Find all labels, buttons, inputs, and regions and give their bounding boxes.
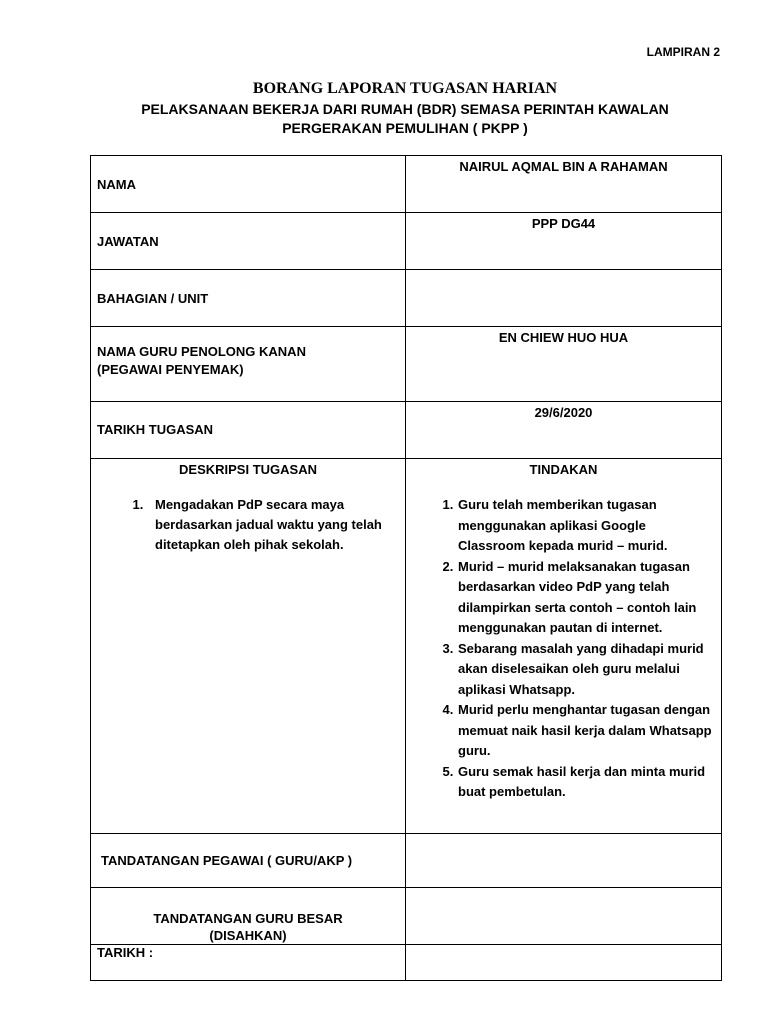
deskripsi-list — [91, 495, 405, 555]
tarikh-label-cell — [91, 402, 406, 459]
tarikh-final-field[interactable] — [406, 945, 722, 981]
tindakan-list — [406, 495, 721, 803]
nama-value[interactable]: NAIRUL AQMAL BIN A RAHAMAN — [406, 156, 722, 213]
bahagian-label: BAHAGIAN / UNIT — [91, 270, 406, 327]
tindakan-item: 3. Sebarang masalah yang dihadapi murid akan diselesaikan oleh guru melalui aplikasi Whatsapp. — [457, 639, 715, 701]
disahkan-label: (DISAHKAN) — [209, 928, 287, 943]
form-title: BORANG LAPORAN TUGASAN HARIAN — [252, 80, 558, 97]
tindakan-header: TINDAKAN — [529, 462, 598, 477]
tarikh-value[interactable]: 29/6/2020 — [406, 402, 722, 459]
deskripsi-header: DESKRIPSI TUGASAN — [179, 462, 317, 477]
deskripsi-item: 1. Mengadakan PdP secara maya berdasarkan jadual waktu yang telah ditetapkan oleh pihak sekolah. — [147, 495, 397, 555]
row-tarikh-tugasan — [91, 402, 722, 459]
tandatangan-pegawai-label: TANDATANGAN PEGAWAI ( GURU/AKP ) — [91, 834, 406, 888]
tandatangan-guru-besar-cell — [91, 888, 406, 945]
tandatangan-guru-besar-label: TANDATANGAN GURU BESAR — [153, 911, 343, 926]
row-tarikh — [91, 945, 722, 981]
guru-label-line-1: NAMA GURU PENOLONG KANAN — [97, 344, 306, 359]
row-guru-penolong — [91, 327, 722, 402]
deskripsi-cell — [91, 459, 406, 834]
tindakan-item: 2. Murid – murid melaksanakan tugasan berdasarkan video PdP yang telah dilampirkan serta contoh – contoh lain menggunakan pautan di internet. — [457, 557, 715, 639]
tindakan-cell — [406, 459, 722, 834]
tarikh-label: TARIKH TUGASAN — [97, 422, 214, 437]
tandatangan-pegawai-field[interactable] — [406, 834, 722, 888]
subtitle-line-1: PELAKSANAAN BEKERJA DARI RUMAH (BDR) SEMASA PERINTAH KAWALAN — [141, 101, 669, 117]
tindakan-item: 1. Guru telah memberikan tugasan menggunakan aplikasi Google Classroom kepada murid – murid. — [457, 495, 715, 557]
row-jawatan — [91, 213, 722, 270]
subtitle-line-2: PERGERAKAN PEMULIHAN ( PKPP ) — [282, 120, 528, 136]
nama-label: NAMA — [91, 156, 406, 213]
guru-value[interactable]: EN CHIEW HUO HUA — [406, 327, 722, 402]
tindakan-item: 5. Guru semak hasil kerja dan minta murid buat pembetulan. — [457, 762, 715, 803]
row-tandatangan-guru-besar — [91, 888, 722, 945]
jawatan-label: JAWATAN — [91, 213, 406, 270]
tarikh-final-label: TARIKH : — [91, 945, 406, 981]
guru-label-cell — [91, 327, 406, 402]
lampiran-label: LAMPIRAN 2 — [646, 45, 720, 59]
guru-label-line-2: (PEGAWAI PENYEMAK) — [97, 362, 244, 377]
tindakan-item: 4. Murid perlu menghantar tugasan dengan memuat naik hasil kerja dalam Whatsapp guru. — [457, 700, 715, 762]
row-deskripsi-tindakan — [91, 459, 722, 834]
jawatan-value[interactable]: PPP DG44 — [406, 213, 722, 270]
row-bahagian — [91, 270, 722, 327]
form-subtitle — [0, 100, 768, 138]
tandatangan-guru-besar-field[interactable] — [406, 888, 722, 945]
row-tandatangan-pegawai — [91, 834, 722, 888]
report-form-table — [90, 155, 722, 981]
row-nama — [91, 156, 722, 213]
bahagian-value[interactable] — [406, 270, 722, 327]
